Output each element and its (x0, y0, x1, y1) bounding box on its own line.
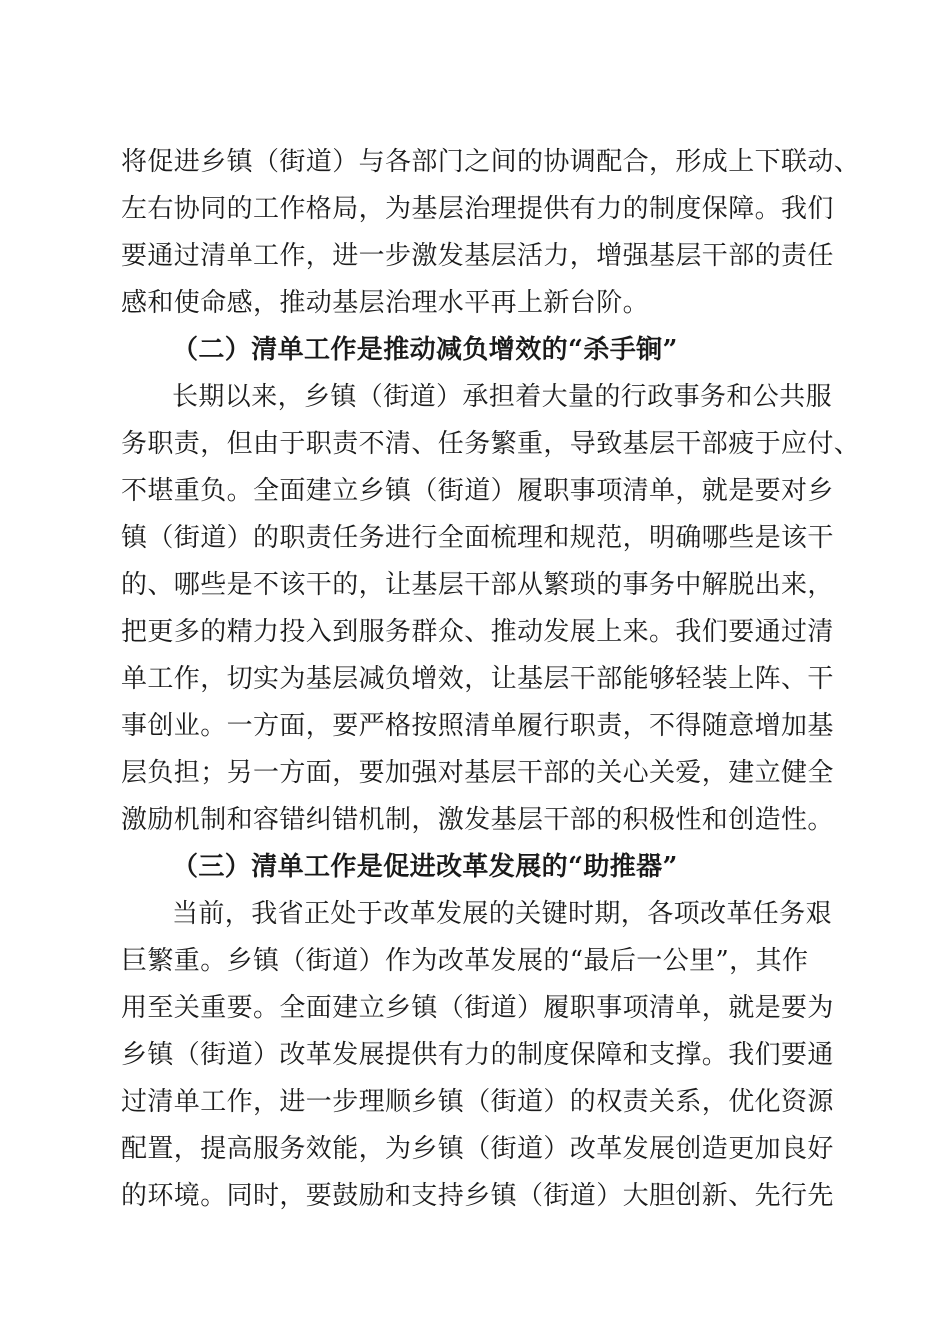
paragraph-2-line: 层负担；另一方面，要加强对基层干部的关心关爱，建立健全 (121, 758, 834, 788)
paragraph-3-line: 乡镇（街道）改革发展提供有力的制度保障和支撑。我们要通 (121, 1040, 834, 1070)
paragraph-3-line: 用至关重要。全面建立乡镇（街道）履职事项清单，就是要为 (121, 993, 834, 1023)
paragraph-1-line: 感和使命感，推动基层治理水平再上新台阶。 (121, 288, 650, 318)
section-heading-3: （三）清单工作是促进改革发展的“助推器” (172, 852, 678, 882)
paragraph-2-line: 务职责，但由于职责不清、任务繁重，导致基层干部疲于应付、 (121, 429, 861, 459)
paragraph-1-line: 左右协同的工作格局，为基层治理提供有力的制度保障。我们 (121, 194, 834, 224)
paragraph-3-line: 的环境。同时，要鼓励和支持乡镇（街道）大胆创新、先行先 (121, 1181, 834, 1211)
paragraph-2-line: 长期以来，乡镇（街道）承担着大量的行政事务和公共服 (172, 382, 833, 412)
paragraph-2-line: 单工作，切实为基层减负增效，让基层干部能够轻装上阵、干 (121, 664, 834, 694)
paragraph-2-line: 的、哪些是不该干的，让基层干部从繁琐的事务中解脱出来， (121, 570, 834, 600)
paragraph-3-line: 过清单工作，进一步理顺乡镇（街道）的权责关系，优化资源 (121, 1087, 834, 1117)
paragraph-1-line: 将促进乡镇（街道）与各部门之间的协调配合，形成上下联动、 (121, 147, 861, 177)
paragraph-2-line: 激励机制和容错纠错机制，激发基层干部的积极性和创造性。 (121, 805, 834, 835)
paragraph-3-line: 巨繁重。乡镇（街道）作为改革发展的“最后一公里”，其作 (121, 946, 809, 976)
paragraph-2-line: 不堪重负。全面建立乡镇（街道）履职事项清单，就是要对乡 (121, 476, 834, 506)
section-heading-2: （二）清单工作是推动减负增效的“杀手锏” (172, 335, 678, 365)
paragraph-1-line: 要通过清单工作，进一步激发基层活力，增强基层干部的责任 (121, 241, 834, 271)
paragraph-3-line: 当前，我省正处于改革发展的关键时期，各项改革任务艰 (172, 899, 833, 929)
paragraph-2-line: 把更多的精力投入到服务群众、推动发展上来。我们要通过清 (121, 617, 834, 647)
paragraph-3-line: 配置，提高服务效能，为乡镇（街道）改革发展创造更加良好 (121, 1134, 834, 1164)
paragraph-2-line: 镇（街道）的职责任务进行全面梳理和规范，明确哪些是该干 (121, 523, 834, 553)
paragraph-2-line: 事创业。一方面，要严格按照清单履行职责，不得随意增加基 (121, 711, 834, 741)
